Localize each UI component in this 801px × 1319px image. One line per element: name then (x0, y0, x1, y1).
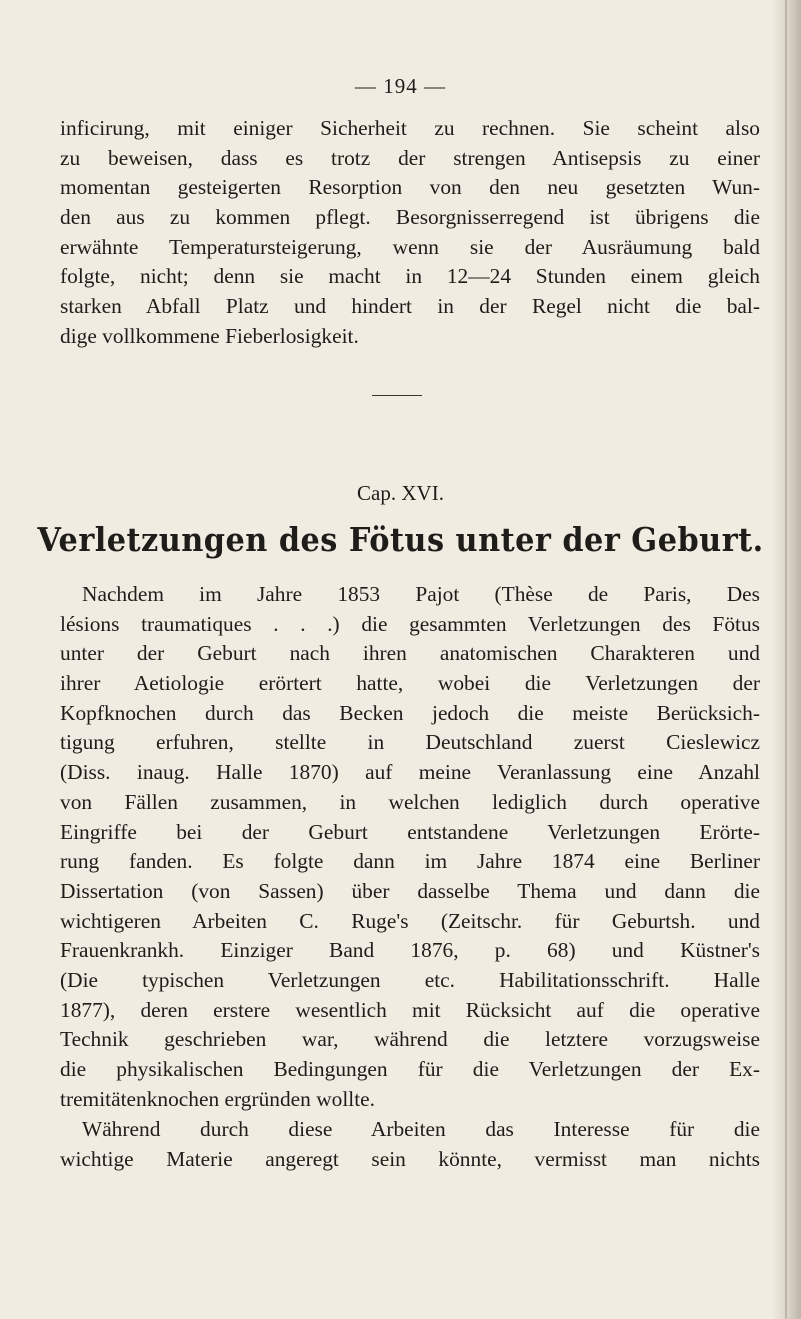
text-line: rung fanden. Es folgte dann im Jahre 1874 eine Berliner (60, 849, 760, 874)
text-line: wichtige Materie angeregt sein könnte, vermisst man nichts (60, 1146, 760, 1171)
text-line: (Die typischen Verletzungen etc. Habilitationsschrift. Halle (60, 967, 760, 992)
text-line: ihrer Aetiologie erörtert hatte, wobei die Verletzungen der (60, 671, 760, 696)
text-line: tigung erfuhren, stellte in Deutschland zuerst Cieslewicz (60, 730, 760, 755)
paragraph-1 (60, 580, 760, 1114)
text-line: dige vollkommene Fieberlosigkeit. (60, 323, 359, 348)
text-line: Technik geschrieben war, während die letztere vorzugsweise (60, 1027, 760, 1052)
text-line: wichtigeren Arbeiten C. Ruge's (Zeitschr. für Geburtsh. und (60, 908, 760, 933)
text-line: folgte, nicht; denn sie macht in 12—24 Stunden einem gleich (60, 264, 760, 289)
text-line: Dissertation (von Sassen) über dasselbe Thema und dann die (60, 878, 760, 903)
text-line: den aus zu kommen pflegt. Besorgnisserregend ist übrigens die (60, 205, 760, 230)
text-line: die physikalischen Bedingungen für die Verletzungen der Ex- (60, 1057, 760, 1081)
text-line: Frauenkrankh. Einziger Band 1876, p. 68) und Küstner's (60, 938, 760, 963)
text-line: lésions traumatiques . . .) die gesammten Verletzungen des Fötus (60, 611, 760, 636)
text-line: Während durch diese Arbeiten das Interesse für die (82, 1117, 760, 1141)
text-line: starken Abfall Platz und hindert in der Regel nicht die bal- (60, 294, 760, 319)
text-line: (Diss. inaug. Halle 1870) auf meine Veranlassung eine Anzahl (60, 760, 760, 785)
chapter-title: Verletzungen des Fötus unter der Geburt. (37, 520, 764, 559)
chapter-label: Cap. XVI. (357, 481, 444, 505)
section-divider (372, 395, 422, 396)
text-line: Nachdem im Jahre 1853 Pajot (Thèse de Paris, Des (82, 582, 760, 606)
text-line: erwähnte Temperatursteigerung, wenn sie der Ausräumung bald (60, 234, 760, 259)
text-line: 1877), deren erstere wesentlich mit Rücksicht auf die operative (60, 997, 760, 1022)
text-line: von Fällen zusammen, in welchen lediglich durch operative (60, 789, 760, 814)
text-line: inficirung, mit einiger Sicherheit zu rechnen. Sie scheint also (60, 116, 760, 140)
text-line: tremitätenknochen ergründen wollte. (60, 1086, 376, 1111)
text-line: momentan gesteigerten Resorption von den neu gesetzten Wun- (60, 175, 760, 200)
text-line: Eingriffe bei der Geburt entstandene Verletzungen Erörte- (60, 819, 760, 844)
top-paragraph (60, 114, 760, 352)
paragraph-2 (60, 1115, 760, 1174)
binding-line (785, 0, 787, 1319)
page-number: — 194 — (355, 74, 446, 98)
text-line: unter der Geburt nach ihren anatomischen Charakteren und (60, 641, 760, 666)
text-line: Kopfknochen durch das Becken jedoch die meiste Berücksich- (60, 700, 760, 725)
text-line: zu beweisen, dass es trotz der strengen Antisepsis zu einer (60, 145, 760, 170)
